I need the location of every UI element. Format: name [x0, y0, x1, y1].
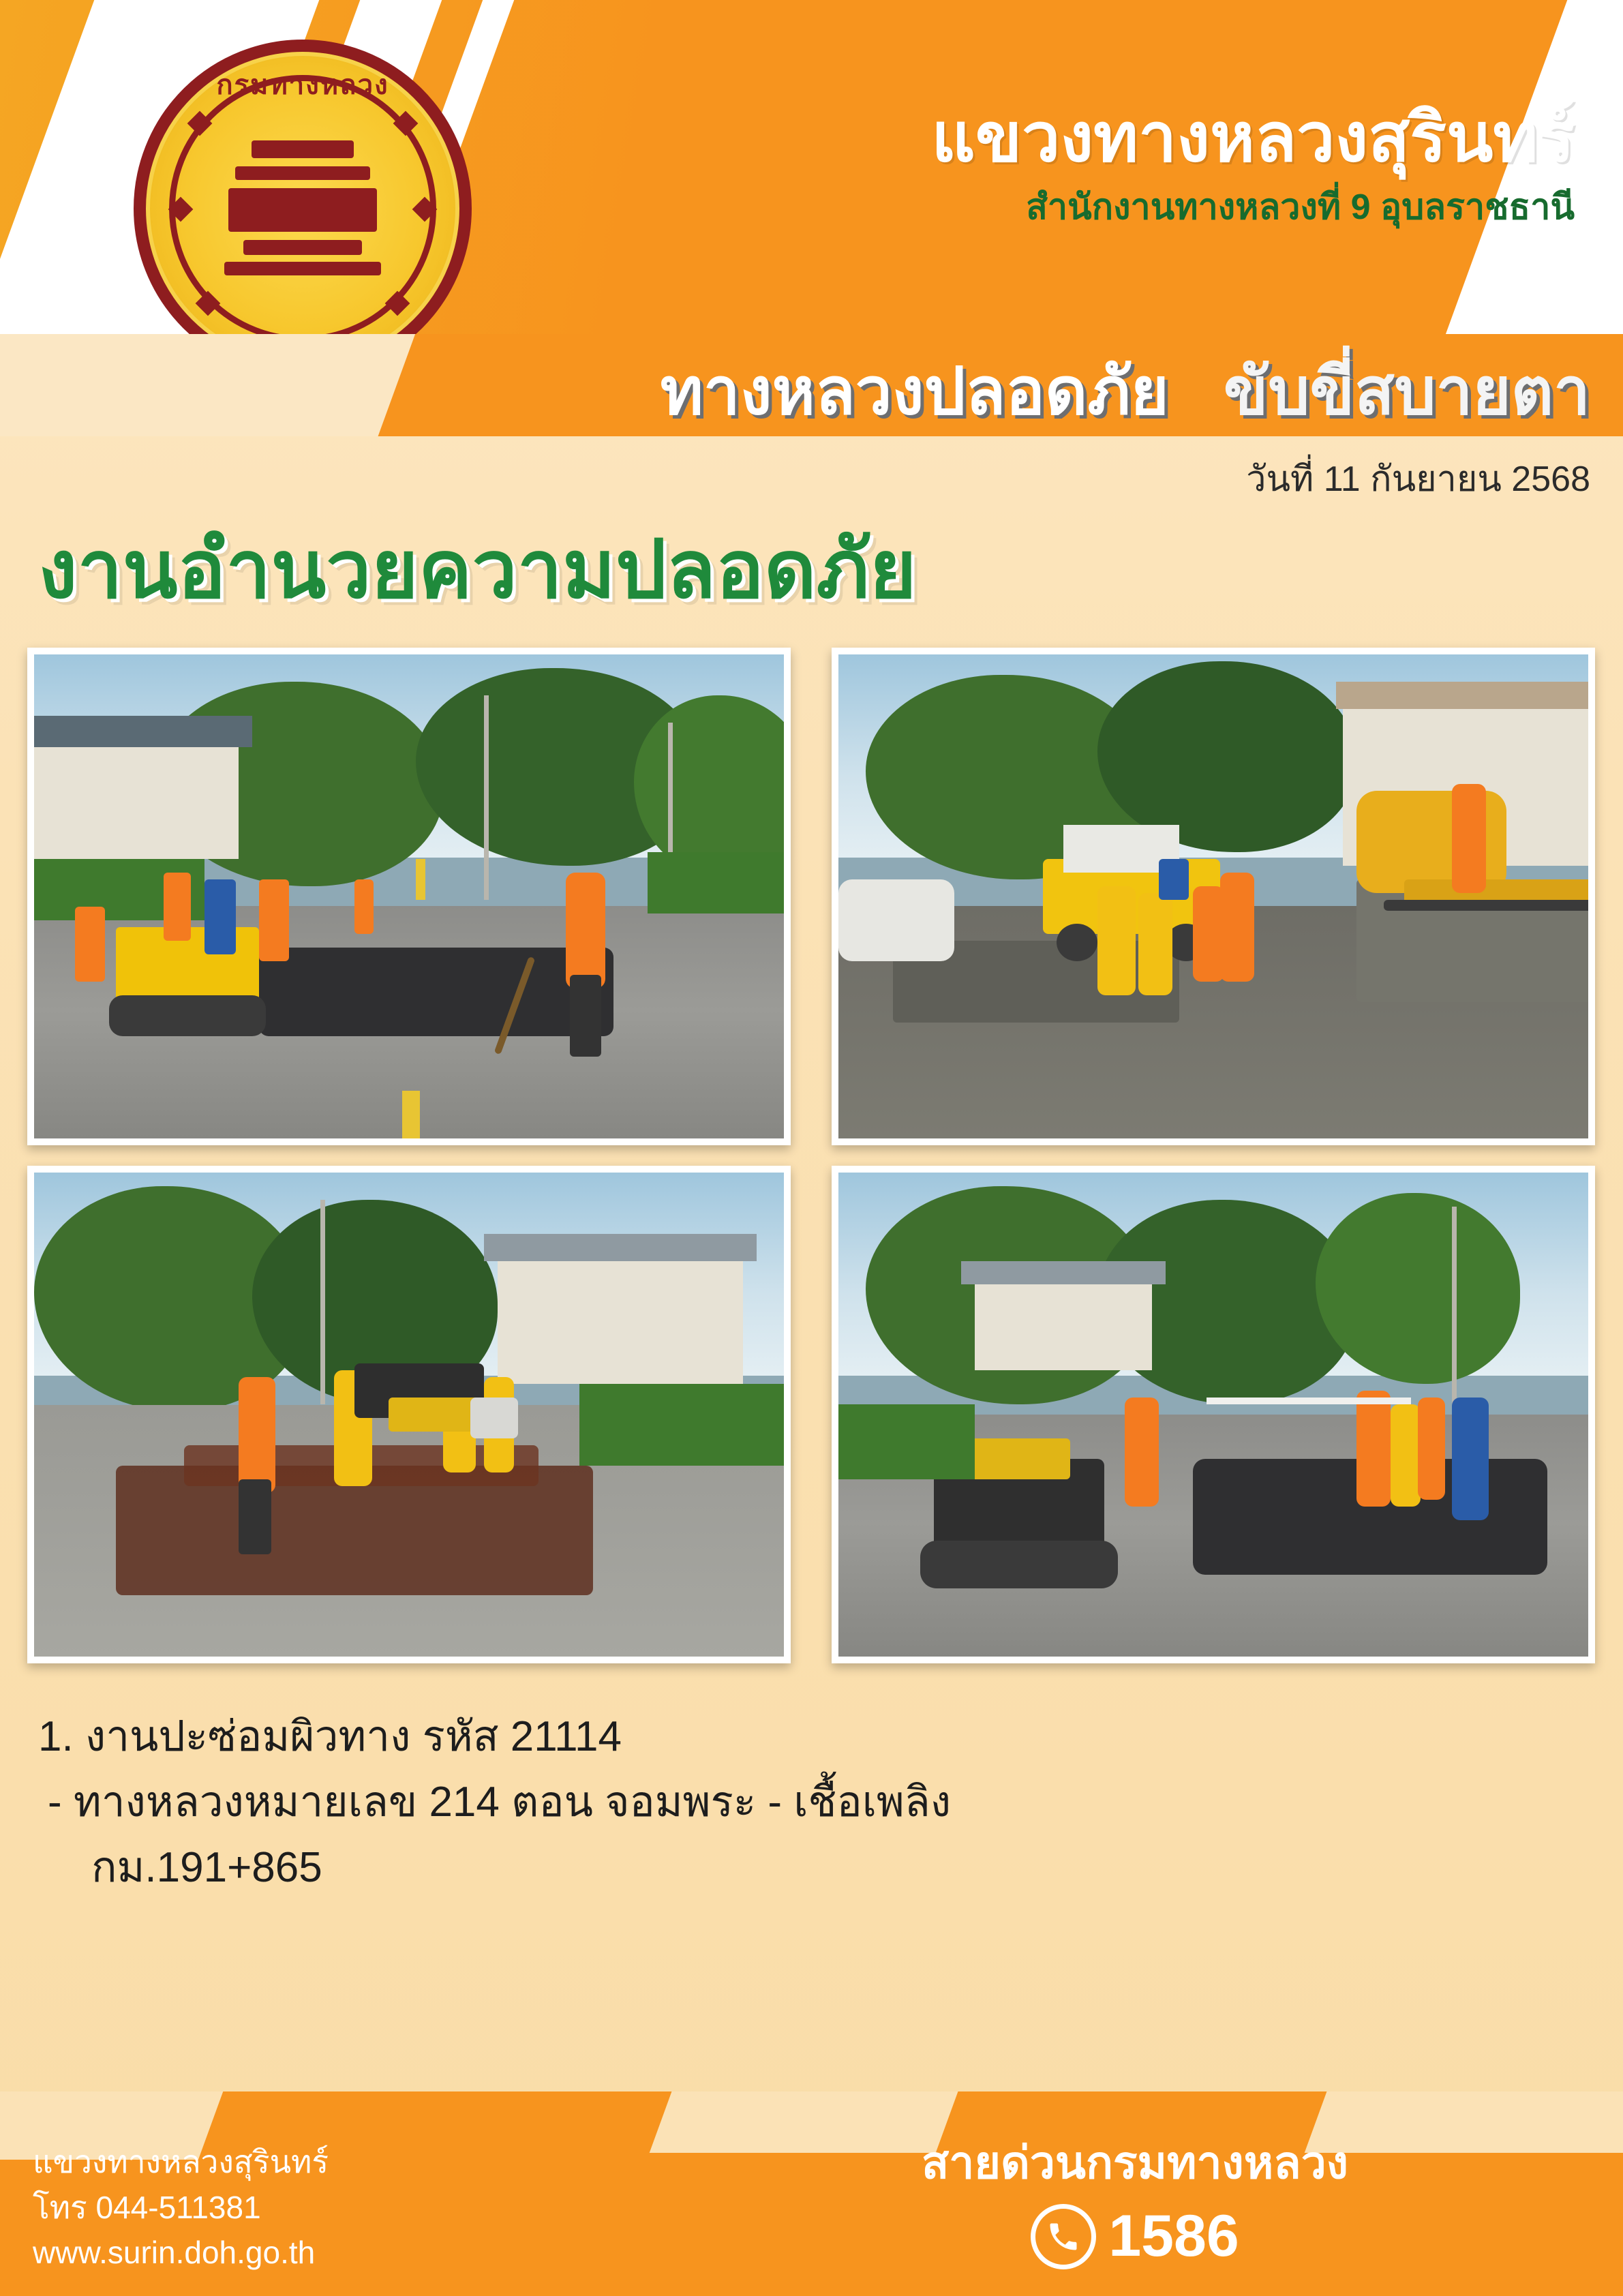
- page-title: แขวงทางหลวงสุรินทร์: [931, 100, 1575, 176]
- footer-contact: [33, 2139, 329, 2276]
- photo-2: [832, 648, 1595, 1145]
- footer-org-name: แขวงทางหลวงสุรินทร์: [33, 2144, 329, 2179]
- slogan-part-1: ทางหลวงปลอดภัย: [660, 355, 1169, 428]
- slogan-part-2: ขับขี่สบายตา: [1223, 355, 1590, 428]
- logo-emblem-icon: [224, 140, 381, 277]
- footer-hotline-number: 1586: [1108, 2203, 1239, 2269]
- caption-line-2: - ทางหลวงหมายเลข 214 ตอน จอมพระ - เชื้อเพลิง: [48, 1779, 952, 1826]
- header-title-zone: [539, 102, 1575, 235]
- footer-hotline-row: [682, 2203, 1588, 2270]
- photo-1: [27, 648, 791, 1145]
- caption-block: [38, 1704, 1538, 1901]
- photo-grid: [27, 648, 1595, 1670]
- header-band: [0, 0, 1623, 341]
- caption-line-3: กม.191+865: [91, 1844, 322, 1892]
- footer-hotline-label: สายด่วนกรมทางหลวง: [921, 2137, 1348, 2188]
- photo-4: [832, 1166, 1595, 1663]
- slogan-text: [661, 339, 1590, 436]
- logo-text: กรมทางหลวง: [216, 70, 389, 100]
- slogan-decor-cut: [0, 334, 420, 436]
- publish-date: วันที่ 11 กันยายน 2568: [1246, 459, 1590, 499]
- section-title: งานอำนวยความปลอดภัย: [38, 525, 917, 615]
- footer-website[interactable]: www.surin.doh.go.th: [33, 2235, 316, 2271]
- footer-phone: โทร 044-511381: [33, 2189, 261, 2225]
- photo-3: [27, 1166, 791, 1663]
- footer-bar: [0, 2091, 1623, 2296]
- phone-icon: [1031, 2204, 1096, 2269]
- department-logo: [134, 40, 472, 341]
- footer-hotline: [682, 2127, 1588, 2270]
- page-subtitle: สำนักงานทางหลวงที่ 9 อุบลราชธานี: [1026, 187, 1575, 227]
- caption-line-1: 1. งานปะซ่อมผิวทาง รหัส 21114: [38, 1713, 622, 1760]
- slogan-bar: [0, 334, 1623, 436]
